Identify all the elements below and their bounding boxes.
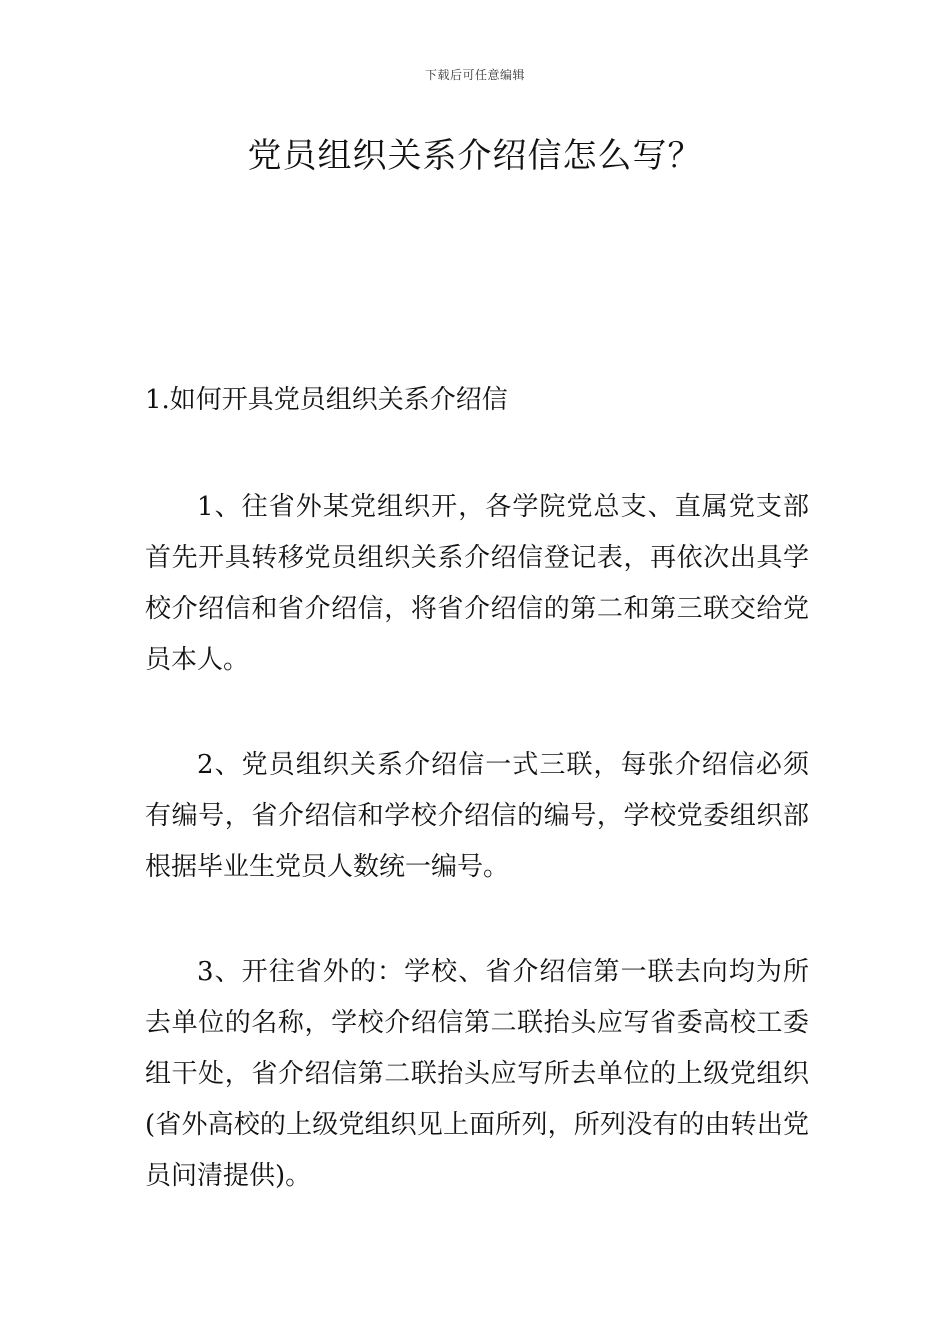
paragraph-1: 1、往省外某党组织开，各学院党总支、直属党支部首先开具转移党员组织关系介绍信登记表，再依次出具学校介绍信和省介绍信，将省介绍信的第二和第三联交给党员本人。 [145, 492, 809, 675]
paragraph-2: 2、党员组织关系介绍信一式三联，每张介绍信必须有编号，省介绍信和学校介绍信的编号，学校党委组织部根据毕业生党员人数统一编号。 [145, 750, 809, 882]
page-title: 党员组织关系介绍信怎么写？ [247, 136, 703, 176]
section-heading: 1.如何开具党员组织关系介绍信 [145, 385, 508, 415]
document-body [145, 380, 809, 1256]
paragraph-3: 3、开往省外的：学校、省介绍信第一联去向均为所去单位的名称，学校介绍信第二联抬头应写省委高校工委组干处，省介绍信第二联抬头应写所去单位的上级党组织(省外高校的上级党组织见上面所列，所列没有的由转出党员问清提供)。 [145, 957, 809, 1191]
header-note: 下载后可任意编辑 [424, 68, 525, 82]
